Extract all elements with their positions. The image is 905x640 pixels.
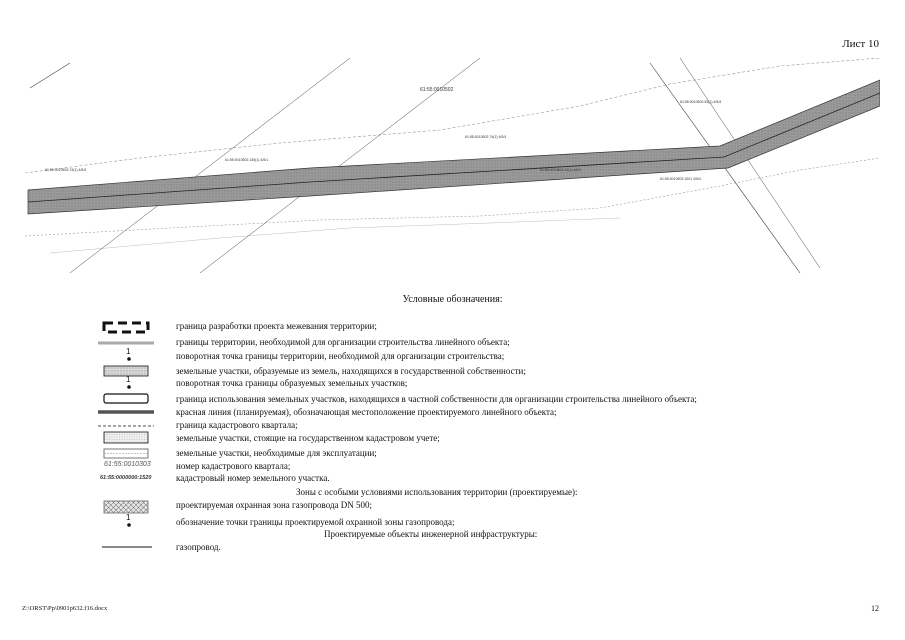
legend-row <box>96 406 865 420</box>
map-drawing <box>20 58 880 278</box>
registered-parcel-symbol <box>96 431 158 445</box>
legend-row <box>96 473 865 487</box>
legend-text: газопровод. <box>176 542 221 552</box>
infra-heading-row <box>96 529 865 541</box>
legend-title: Условные обозначения: <box>402 294 503 305</box>
point-number: 1 <box>126 375 131 384</box>
point-number: 1 <box>126 347 131 356</box>
zones-heading-row <box>96 487 865 499</box>
cadastral-label: 61:55:0010502:1001 4/5/4 <box>660 177 701 181</box>
legend-text: номер кадастрового квартала; <box>176 461 291 471</box>
legend-text: граница использования земельных участков, находящихся в частной собственности для организации строительства линейного объекта; <box>176 394 697 404</box>
legend-row <box>96 392 865 406</box>
cadastral-label: 61:55:0010502:93(1) 4/5/4 <box>680 100 722 104</box>
legend-text: поворотная точка границы территории, необходимой для организации строительства; <box>176 351 505 361</box>
legend-text: граница кадастрового квартала; <box>176 420 298 430</box>
protection-zone-symbol <box>96 500 158 514</box>
diagonal-line <box>70 58 350 273</box>
cadastral-label: 61:55:0010502:135(1) 4/5/1 <box>225 158 269 162</box>
north-arrow <box>30 63 70 88</box>
legend-text: граница разработки проекта межевания территории; <box>176 321 377 331</box>
legend-text: обозначение точки границы проектируемой охранной зоны газопровода; <box>176 517 455 527</box>
infra-heading: Проектируемые объекты инженерной инфраструктуры: <box>324 529 538 539</box>
zones-heading: Зоны с особыми условиями использования территории (проектируемые): <box>296 487 578 497</box>
cadastral-label: 61:55:0010502:24(1) 4/5/1 <box>540 168 582 172</box>
legend-row <box>96 500 865 514</box>
legend-text: кадастровый номер земельного участка. <box>176 473 330 483</box>
legend-row <box>96 541 865 555</box>
legend-row <box>96 431 865 445</box>
legend-row <box>96 447 865 461</box>
legend-row <box>96 514 865 528</box>
cadastral-label: 61:55:0010502:74(1) 4/5/4 <box>465 135 507 139</box>
terrain-line <box>50 218 620 253</box>
red-line-symbol <box>96 406 158 420</box>
legend-row <box>96 348 865 362</box>
cadastral-label: 61:55:0010502:74(1) 4/5/4 <box>45 168 87 172</box>
legend-text: земельные участки, стоящие на государственном кадастровом учете; <box>176 433 440 443</box>
legend-text: земельные участки, необходимые для эксплуатации; <box>176 448 377 458</box>
parcel-number-sample: 61:55:0000000:1520 <box>100 475 152 481</box>
point-number: 1 <box>126 513 131 522</box>
page-number: 12 <box>871 604 879 613</box>
legend-row <box>96 320 865 334</box>
legend-text: границы территории, необходимой для организации строительства линейного объекта; <box>176 337 510 347</box>
legend-row <box>96 460 865 474</box>
footer-path: Z:\ORST\Pp\0901p632.f16.docx <box>22 605 108 612</box>
project-boundary-symbol <box>96 320 158 334</box>
sheet-label: Лист 10 <box>842 38 879 50</box>
pipeline-corridor <box>28 80 880 214</box>
legend-text: земельные участки, образуемые из земель, находящихся в государственной собственности; <box>176 366 526 376</box>
legend-text: поворотная точка границы образуемых земельных участков; <box>176 378 408 388</box>
quarter-number-sample: 61:55:0010303 <box>104 461 151 468</box>
legend-text: проектируемая охранная зона газопровода DN 500; <box>176 500 373 510</box>
private-parcel-symbol <box>96 392 158 406</box>
legend-row <box>96 376 865 390</box>
legend-text: красная линия (планируемая), обозначающая местоположение проектируемого линейного объекта; <box>176 407 557 417</box>
cadastral-label: 61:55:0010502 <box>420 87 454 93</box>
operation-parcel-symbol <box>96 447 158 461</box>
gas-pipeline-symbol <box>96 541 158 555</box>
